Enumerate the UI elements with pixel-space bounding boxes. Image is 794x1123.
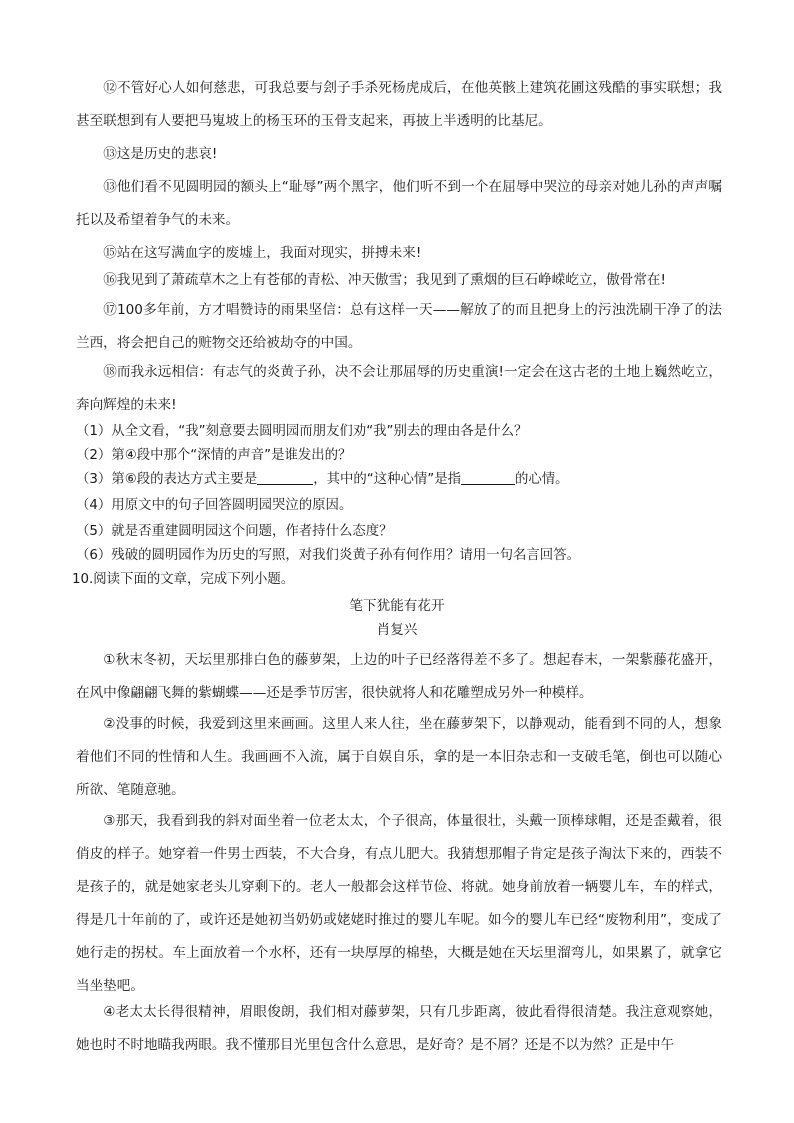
article-paragraph-1: ①秋末冬初，天坛里那排白色的藤萝架，上边的叶子已经落得差不多了。想起春末，一架紫藤花盛开，在风中像翩翩飞舞的紫蝴蝶——还是季节厉害，很快就将人和花雕塑成另外一种模样。 [76,652,722,701]
article-paragraph-3: ③那天，我看到我的斜对面坐着一位老太太，个子很高，体量很壮，头戴一顶棒球帽，还是歪戴着，很俏皮的样子。她穿着一件男士西装，不大合身，有点儿肥大。我猜想那帽子肯定是孩子淘汰下来的，西装不是孩子的，就是她家老头儿穿剩下的。老人一般都会这样节俭、将就。她身前放着一辆婴儿车，车的样式，得是几十年前的了，或许还是她初当奶奶或姥姥时推过的婴儿车呢。如今的婴儿车已经“废物利用”，变成了她行走的拐杖。车上面放着一个水杯，还有一块厚厚的棉垫，大概是她在天坛里溜弯儿，如果累了，就拿它当坐垫吧。 [76,813,722,994]
paragraph-14: ⑬他们看不见圆明园的额头上“耻辱”两个黑字，他们听不到一个在屈辱中哭泣的母亲对她儿孙的声声嘱托以及希望着争气的未来。 [76,179,722,228]
question-5: （5）就是否重建圆明园这个问题，作者持什么态度？ [76,524,393,539]
paragraph-15: ⑮站在这写满血字的废墟上，我面对现实，拼搏未来! [103,245,422,261]
question-3-part-b: ，其中的“这种心情”是指 [313,472,461,487]
paragraph-13: ⑬这是历史的悲哀! [103,146,218,162]
article-title: 笔下犹能有花开 [349,598,445,614]
paragraph-12: ⑫不管好心人如何慈悲，可我总要与刽子手杀死杨虎成后，在他英骸上建筑花圃这残酷的事实联想；我甚至联想到有人要把马嵬坡上的杨玉环的玉骨支起来，再披上半透明的比基尼。 [76,80,722,129]
article-paragraph-4: ④老太太长得很精神，眉眼俊朗，我们相对藤萝架，只有几步距离，彼此看得很清楚。我注意观察她，她也时不时地瞄我两眼。我不懂那目光里包含什么意思，是好奇？是不屑？还是不以为然？正是中午 [76,1004,722,1053]
question-3-part-a: （3）第⑥段的表达方式主要是 [76,472,258,487]
question-3 [76,468,736,492]
question-6: （6）残破的圆明园作为历史的写照，对我们炎黄子孙有何作用？请用一句名言回答。 [76,548,580,563]
question-2: （2）第④段中那个“深情的声音”是谁发出的？ [76,448,352,463]
paragraph-16: ⑯我见到了萧疏草木之上有苍郁的青松、冲天傲雪；我见到了熏烟的巨石峥嵘屹立，傲骨常在! [103,272,666,288]
section-10-intro: 10.阅读下面的文章，完成下列小题。 [72,572,295,587]
question-4: （4）用原文中的句子回答圆明园哭泣的原因。 [76,498,353,513]
answer-blank-1[interactable] [257,470,313,485]
question-1: （1）从全文看，“我”刻意要去圆明园而朋友们劝“我”别去的理由各是什么？ [76,424,528,439]
article-author: 肖复兴 [376,622,418,638]
paragraph-17: ⑰100多年前，方才唱赞诗的雨果坚信：总有这样一天——解放了的而且把身上的污浊洗刷干净了的法兰西，将会把自己的赃物交还给被劫夺的中国。 [76,302,722,351]
question-3-part-c: 的心情。 [515,472,569,487]
article-paragraph-2: ②没事的时候，我爱到这里来画画。这里人来人往，坐在藤萝架下，以静观动，能看到不同的人，想象着他们不同的性情和人生。我画画不入流，属于自娱自乐，拿的是一本旧杂志和一支破毛笔，倒也可以随心所欲、笔随意驰。 [76,716,722,798]
paragraph-18: ⑱而我永远相信：有志气的炎黄子孙，决不会让那屈辱的历史重演!一定会在这古老的土地上巍然屹立，奔向辉煌的未来! [76,364,722,413]
answer-blank-2[interactable] [461,470,515,485]
